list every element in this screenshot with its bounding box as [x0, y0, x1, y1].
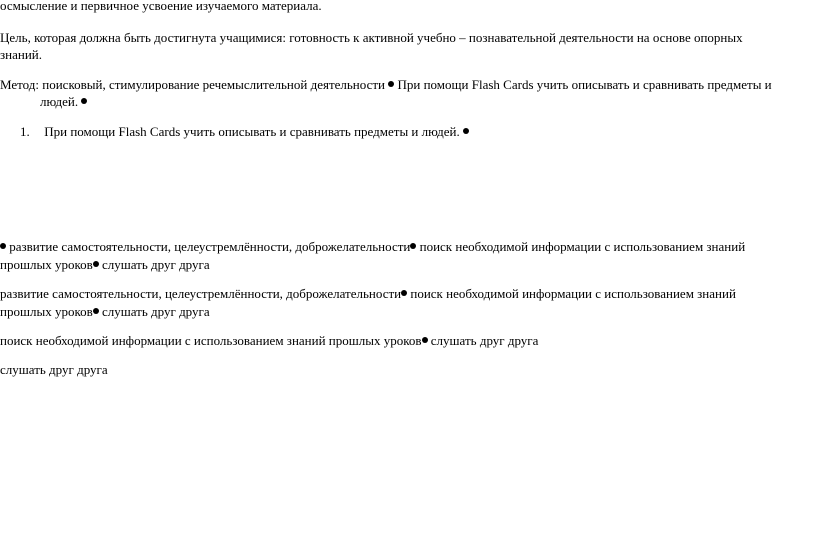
bullet-icon — [463, 128, 469, 134]
goal-text-2: знаний. — [0, 47, 42, 62]
list-item-text: При помощи Flash Cards учить описывать и сравнивать предметы и людей. — [44, 124, 460, 139]
block2-text-c: прошлых уроков — [0, 304, 93, 319]
goal-text-1: Цель, которая должна быть достигнута учащимися: готовность к активной учебно – познавательной деятельности на основе опорных — [0, 30, 743, 45]
paragraph-method-line2 — [40, 93, 87, 110]
method-text-2: людей. — [40, 94, 79, 109]
block1-text-b: поиск необходимой информации с использованием знаний — [419, 239, 746, 254]
block1-text-a: развитие самостоятельности, целеустремлённости, доброжелательности — [9, 239, 411, 254]
bullet-icon — [401, 290, 407, 296]
paragraph-goal-line2 — [0, 46, 42, 63]
paragraph-goal-line1 — [0, 29, 743, 46]
method-text-1-tail: При помощи Flash Cards учить описывать и сравнивать предметы и — [397, 77, 772, 92]
bullet-icon — [0, 243, 6, 249]
bullet-icon — [93, 261, 99, 267]
intro-text: осмысление и первичное усвоение изучаемого материала. — [0, 0, 322, 13]
paragraph-block4 — [0, 361, 108, 378]
block3-text-a: поиск необходимой информации с использованием знаний прошлых уроков — [0, 333, 422, 348]
numbered-list-item — [20, 123, 469, 140]
block4-text: слушать друг друга — [0, 362, 108, 377]
method-text-1: Метод: поисковый, стимулирование речемыслительной деятельности — [0, 77, 385, 92]
block1-text-d: слушать друг друга — [101, 257, 210, 272]
block1-text-c: прошлых уроков — [0, 257, 93, 272]
block3-text-b: слушать друг друга — [430, 333, 539, 348]
bullet-icon — [388, 81, 394, 87]
bullet-icon — [81, 98, 87, 104]
paragraph-block2-line1 — [0, 285, 736, 302]
block2-text-a: развитие самостоятельности, целеустремлённости, доброжелательности — [0, 286, 402, 301]
bullet-icon — [422, 337, 428, 343]
paragraph-intro — [0, 0, 322, 14]
block2-text-d: слушать друг друга — [101, 304, 210, 319]
paragraph-block1-line1 — [0, 238, 745, 255]
paragraph-block3 — [0, 332, 538, 349]
list-number: 1. — [20, 124, 30, 139]
paragraph-method-line1 — [0, 76, 772, 93]
paragraph-block2-line2 — [0, 303, 210, 320]
bullet-icon — [410, 243, 416, 249]
block2-text-b: поиск необходимой информации с использованием знаний — [410, 286, 736, 301]
bullet-icon — [93, 308, 99, 314]
paragraph-block1-line2 — [0, 256, 210, 273]
